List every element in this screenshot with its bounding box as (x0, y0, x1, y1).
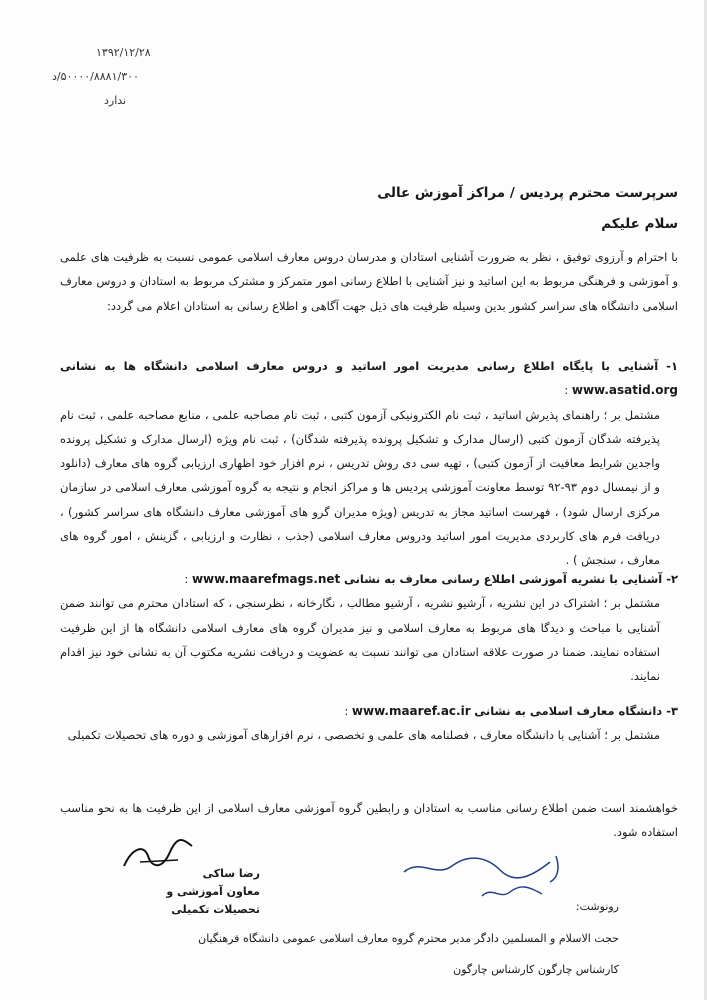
letter-number: ۵۰۰۰۰/۸۸۸۱/۳۰۰/د (52, 70, 139, 83)
cc-label: رونوشت: (575, 900, 619, 913)
maaref-link[interactable]: www.maaref.ac.ir (351, 704, 471, 718)
section-2-heading: ۲- آشنایی با نشریه آموزشی اطلاع رسانی معارف به نشانی (343, 572, 678, 586)
intro-paragraph: با احترام و آرزوی توفیق ، نظر به ضرورت آشنایی استادان و مدرسان دروس معارف اسلامی عمومی نسبت به ظرفیت های علمی و آموزشی و فرهنگی مربوط به این اساتید و نیز آشنایی با اطلاع رسانی امور متمرکز و مشترک مربوط به استادان و دروس معارف اسلامی دانشگاه های سراسر کشور بدین وسیله ظرفیت های ذیل جهت آگاهی و اطلاع رسانی به استادان اعلام می گردد: (60, 250, 678, 313)
maarefmags-link[interactable]: www.maarefmags.net (191, 572, 341, 586)
section-1 (60, 354, 678, 573)
section-3-heading: ۳- دانشگاه معارف اسلامی به نشانی (474, 704, 678, 718)
signer-block (150, 865, 260, 919)
signer-title: معاون آموزشی و تحصیلات تکمیلی (166, 885, 260, 916)
cc-recipient-2: کارشناس چارگون کارشناس چارگون (453, 963, 619, 976)
signer-name: رضا ساکی (202, 867, 260, 880)
section-3-body: مشتمل بر ؛ آشنایی با دانشگاه معارف ، فصلنامه های علمی و تخصصی ، نرم افزارهای آموزشی و دوره های تحصیلات تکمیلی (67, 728, 660, 743)
section-2-body: مشتمل بر ؛ اشتراک در این نشریه ، آرشیو نشریه ، آرشیو مطالب ، نگارخانه ، نظرسنجی ، که استادان محترم می توانند ضمن آشنایی با مباحث و دیدگا های مربوط به معارف اسلامی و نیز مدیران گروه های معارف اسلامی دانشگاه ها از این ظرفیت استفاده نمایند. ضمنا در صورت علاقه استادان می توانند نسبت به عضویت و دریافت نشریه مکتوب آن به نشانی خود نیز اقدام نمایند. (60, 596, 660, 684)
closing-paragraph: خواهشمند است ضمن اطلاع رسانی مناسب به استادان و رابطین گروه آموزشی معارف اسلامی از این ظرفیت ها به نحو مناسب استفاده شود. (60, 801, 678, 840)
cc-recipient-1: حجت الاسلام و المسلمین دادگر مدیر محترم گروه معارف اسلامی عمومی دانشگاه فرهنگیان (198, 932, 619, 945)
addressee: سرپرست محترم پردیس / مراکز آموزش عالی (377, 185, 678, 201)
section-1-heading: ۱- آشنایی با پایگاه اطلاع رسانی مدیریت امور اساتید و دروس معارف اسلامی دانشگاه ها به نشانی (60, 359, 678, 373)
section-3 (60, 699, 678, 748)
handwritten-name (478, 880, 548, 904)
section-3-suffix: : (344, 704, 352, 718)
section-2-suffix: : (184, 572, 192, 586)
greeting: سلام علیکم (601, 216, 678, 232)
letter-date: ۱۳۹۲/۱۲/۲۸ (96, 46, 151, 59)
section-1-body: مشتمل بر ؛ راهنمای پذیرش اساتید ، ثبت نام الکترونیکی آزمون کتبی ، ثبت نام مصاحبه علمی ، منابع مصاحبه علمی ، ثبت نام پذیرفته شدگان آزمون کتبی (ارسال مدارک و تشکیل پرونده پذیرفته شدگان) ، ثبت نام ویژه (ارسال مدارک و تشکیل پرونده واجدین شرایط معافیت از آزمون کتبی) ، تهیه سی دی روش تدریس ، نرم افزار خود اظهاری ارزیابی گروه های معارف (دانلود و از نیمسال دوم ۹۳-۹۲ توسط معاونت آموزشی پردیس ها و مراکز انجام و نتیجه به گروه آموزشی معارف اسلامی در سازمان مرکزی ارسال شود) ، فهرست اساتید مجاز به تدریس (ویژه مدیران گرو های آموزشی معارف دانشگاه های سراسر کشور) ، دریافت فرم های کاربردی مدیریت امور اساتید ودروس معارف اسلامی (جذب ، نظارت و ارزیابی ، گزینش ، امور گروه های معارف ، سنجش ) . (60, 407, 660, 568)
section-2 (60, 567, 678, 688)
letter-attachment: ندارد (104, 94, 127, 107)
section-1-suffix: : (564, 383, 572, 398)
asatid-link[interactable]: www.asatid.org (571, 383, 678, 398)
